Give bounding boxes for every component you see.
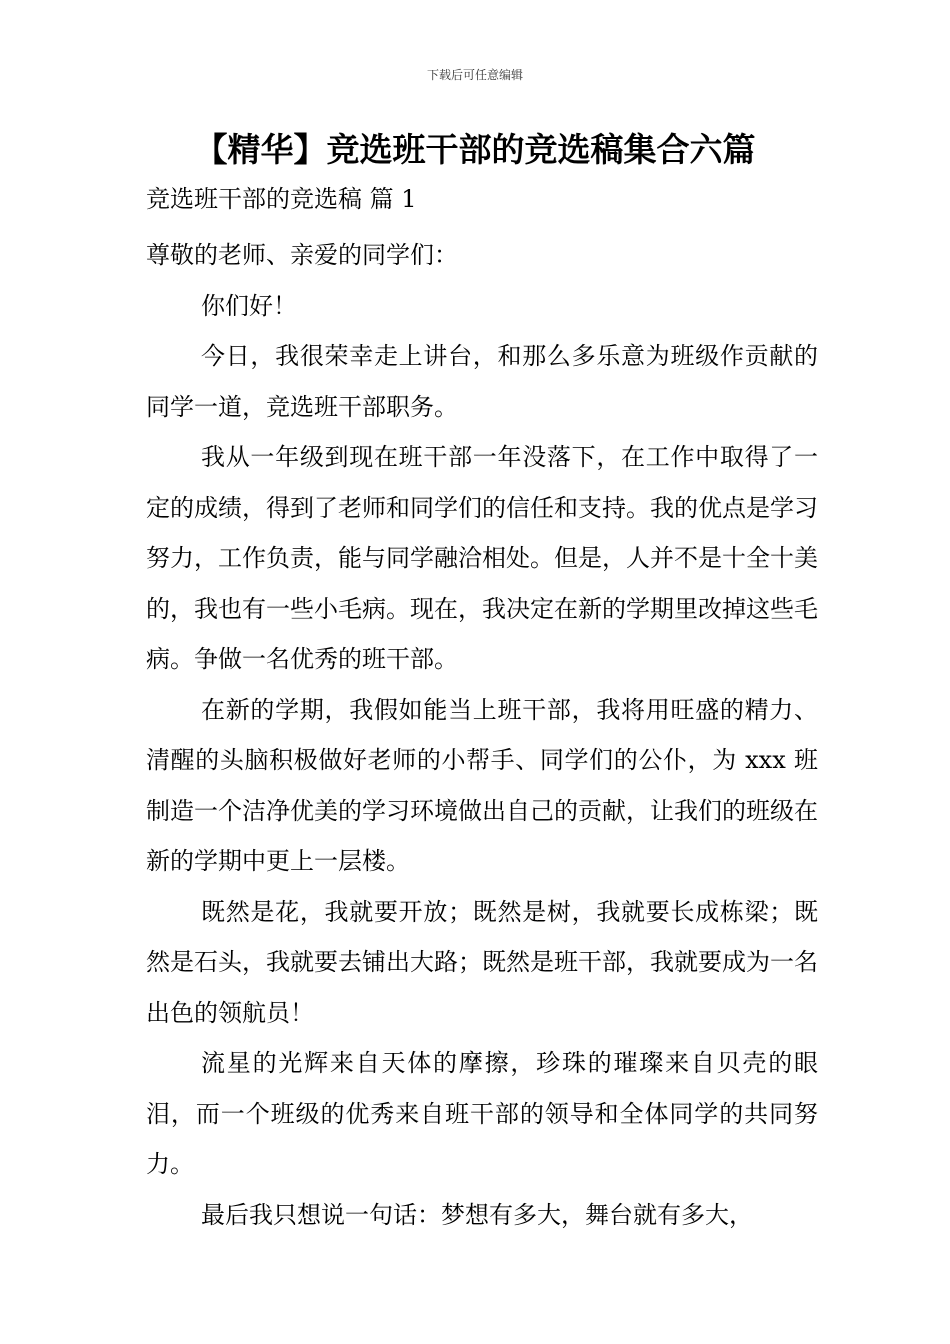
document-title: 【精华】竞选班干部的竞选稿集合六篇: [194, 130, 756, 169]
paragraph-experience: 我从一年级到现在班干部一年没落下，在工作中取得了一定的成绩，得到了老师和同学们的信任和支持。我的优点是学习努力，工作负责，能与同学融洽相处。但是，人并不是十全十美的，我也有一些小毛病。现在，我决定在新的学期里改掉这些毛病。争做一名优秀的班干部。: [146, 443, 818, 673]
paragraph-greeting: 你们好！: [201, 291, 297, 320]
salutation: 尊敬的老师、亲爱的同学们：: [146, 241, 458, 269]
paragraph-plan: 在新的学期，我假如能当上班干部，我将用旺盛的精力、清醒的头脑积极做好老师的小帮手、同学们的公仆，为 xxx 班制造一个洁净优美的学习环境做出自己的贡献，让我们的班级在新的学期中更上一层楼。: [146, 695, 818, 875]
document-body: [146, 177, 818, 1240]
header-note: 下载后可任意编辑: [426, 68, 523, 82]
paragraph-teamwork: 流星的光辉来自天体的摩擦，珍珠的璀璨来自贝壳的眼泪，而一个班级的优秀来自班干部的领导和全体同学的共同努力。: [146, 1049, 818, 1178]
section-heading: 竞选班干部的竞选稿 篇 1: [146, 185, 417, 213]
paragraph-metaphor: 既然是花，我就要开放；既然是树，我就要长成栋梁；既然是石头，我就要去铺出大路；既然是班干部，我就要成为一名出色的领航员！: [146, 897, 818, 1027]
paragraph-intro: 今日，我很荣幸走上讲台，和那么多乐意为班级作贡献的同学一道，竞选班干部职务。: [146, 342, 818, 421]
paragraph-closing: 最后我只想说一句话：梦想有多大，舞台就有多大，: [201, 1200, 753, 1229]
